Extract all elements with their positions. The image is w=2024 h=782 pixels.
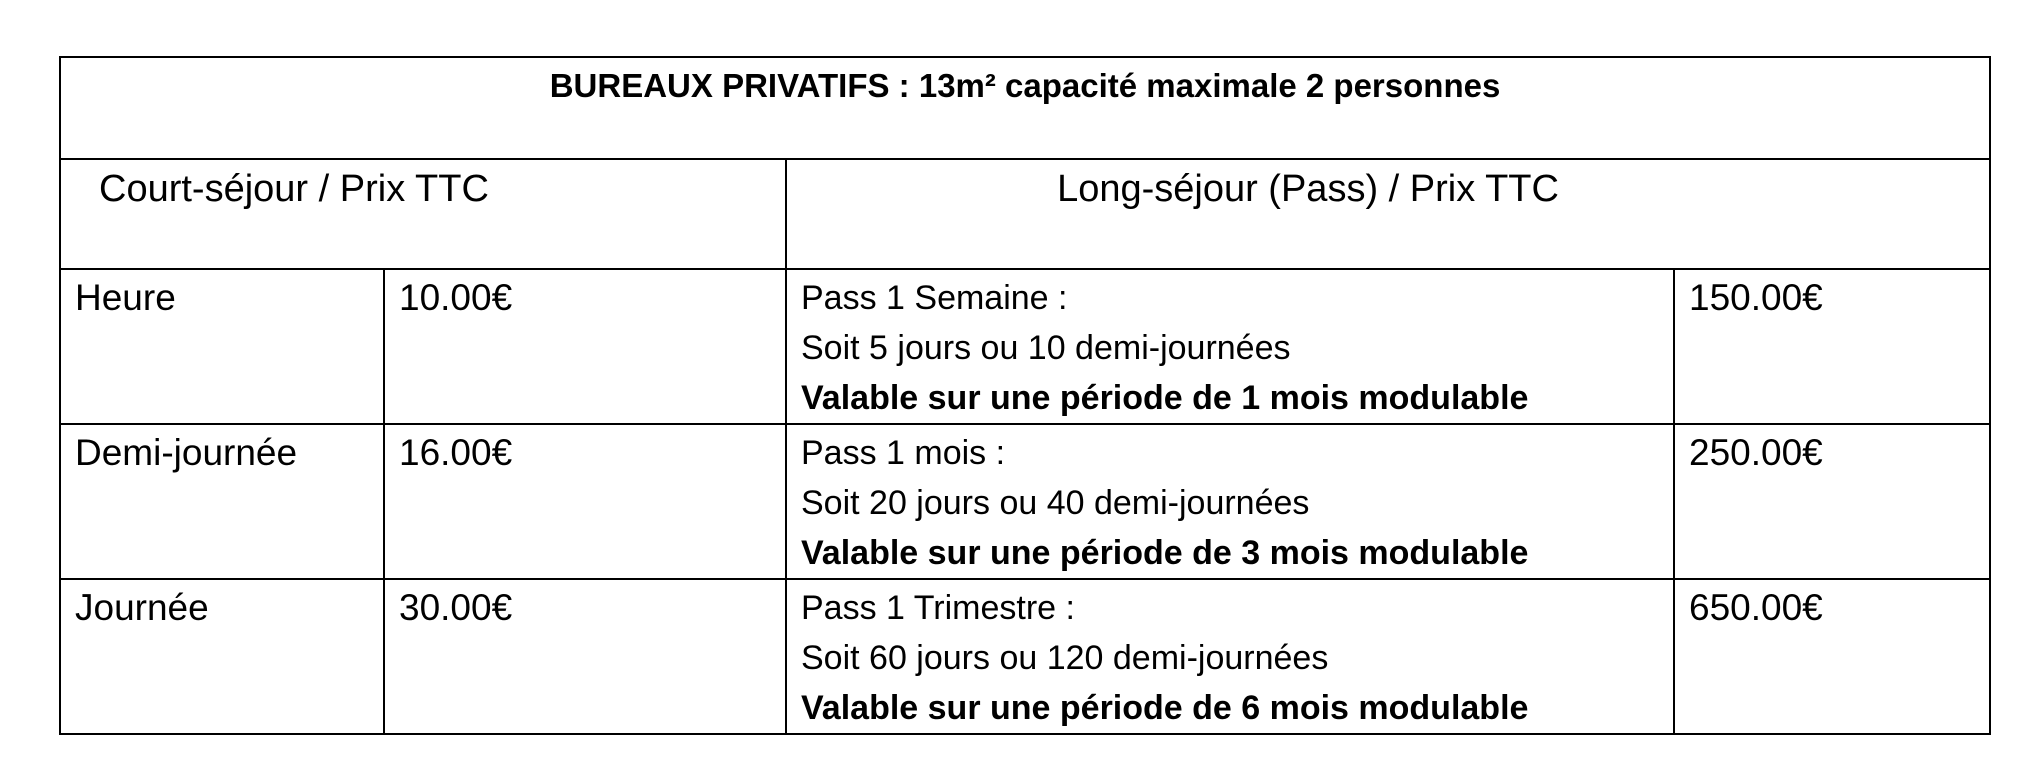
pass-price-cell: 150.00€ [1674,269,1990,424]
short-stay-header: Court-séjour / Prix TTC [60,159,786,269]
long-stay-header: Long-séjour (Pass) / Prix TTC [786,159,1990,269]
pass-detail: Soit 20 jours ou 40 demi-journées [801,484,1310,522]
pass-validity: Valable sur une période de 1 mois modulable [801,379,1529,417]
pass-name: Pass 1 mois : [801,434,1006,472]
price-cell: 10.00€ [384,269,786,424]
pricing-document [59,56,1989,728]
pass-validity: Valable sur une période de 3 mois modulable [801,534,1529,572]
period-cell: Journée [60,579,384,734]
header-row [60,159,1990,269]
table-row [60,424,1990,579]
pass-cell [786,579,1674,734]
table-title: BUREAUX PRIVATIFS : 13m² capacité maximale 2 personnes [60,57,1990,159]
table-row [60,269,1990,424]
pass-name: Pass 1 Semaine : [801,279,1068,317]
pass-detail: Soit 5 jours ou 10 demi-journées [801,329,1291,367]
table-row [60,579,1990,734]
pass-name: Pass 1 Trimestre : [801,589,1075,627]
pass-cell [786,424,1674,579]
pass-detail: Soit 60 jours ou 120 demi-journées [801,639,1329,677]
pass-validity: Valable sur une période de 6 mois modulable [801,689,1529,727]
price-cell: 30.00€ [384,579,786,734]
pass-price-cell: 250.00€ [1674,424,1990,579]
title-row [60,57,1990,159]
pass-price-cell: 650.00€ [1674,579,1990,734]
period-cell: Heure [60,269,384,424]
period-cell: Demi-journée [60,424,384,579]
price-cell: 16.00€ [384,424,786,579]
pass-cell [786,269,1674,424]
pricing-table [59,56,1991,735]
